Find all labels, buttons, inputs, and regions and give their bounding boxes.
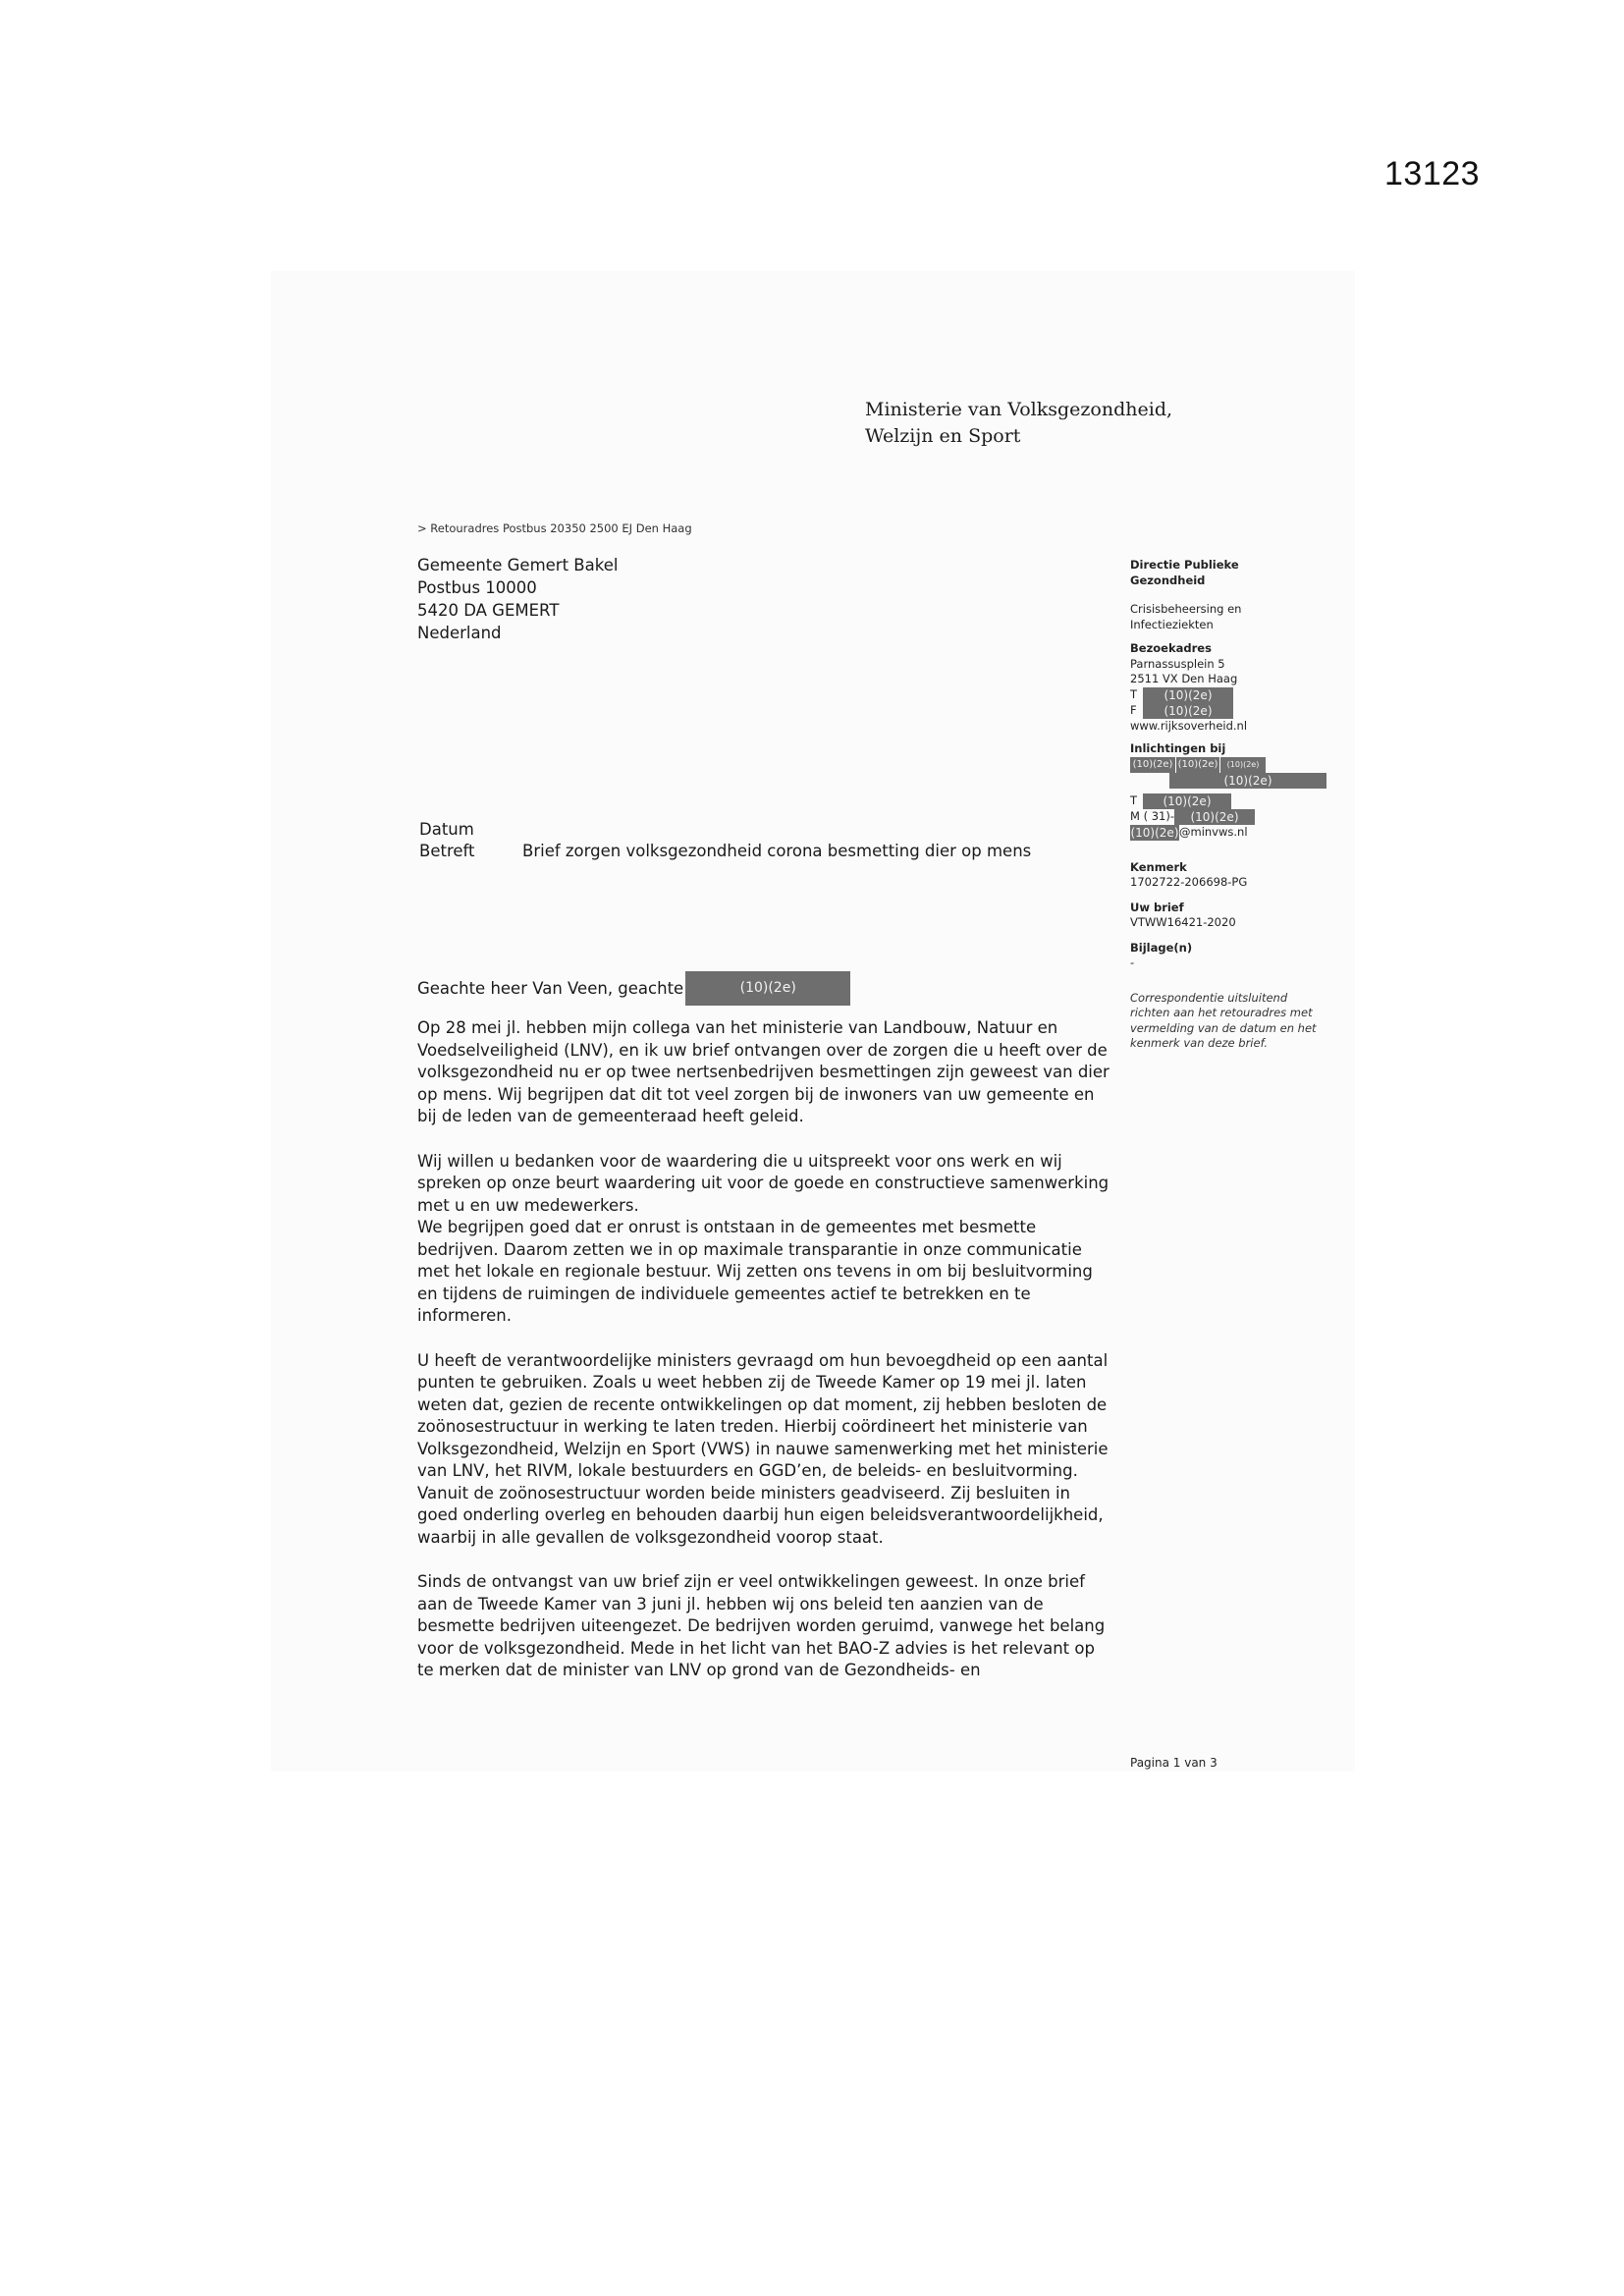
inlichtingen-telephone-label: T bbox=[1130, 793, 1138, 807]
name-redaction-1: (10)(2e) bbox=[1130, 757, 1175, 773]
uwbrief-label: Uw brief bbox=[1130, 900, 1184, 914]
paragraph-2: Wij willen u bedanken voor de waardering die u uitspreekt voor ons werk en wij spreken op onze beurt waardering uit voor de goede en constructieve samenwerking met u en uw medewerkers. bbox=[417, 1151, 1110, 1215]
ministry-line-1: Ministerie van Volksgezondheid, bbox=[865, 399, 1173, 420]
addressee-line-3: 5420 DA GEMERT bbox=[417, 601, 560, 620]
bijlage-value: - bbox=[1130, 956, 1135, 969]
mobile-row bbox=[1130, 809, 1326, 825]
ministry-line-2: Welzijn en Sport bbox=[865, 425, 1021, 447]
directie-line-1: Directie Publieke bbox=[1130, 558, 1239, 572]
letter-meta bbox=[419, 819, 1033, 862]
mobile-redaction: (10)(2e) bbox=[1174, 809, 1255, 825]
ministry-logo-text bbox=[865, 397, 1172, 450]
return-address: > Retouradres Postbus 20350 2500 EJ Den Haag bbox=[417, 521, 692, 535]
fax-redaction: (10)(2e) bbox=[1143, 703, 1233, 719]
paragraph-5: Sinds de ontvangst van uw brief zijn er veel ontwikkelingen geweest. In onze brief aan de Tweede Kamer van 3 juni jl. hebben wij ons beleid ten aanzien van de besmette bedrijven uiteengezet. De bedrijven worden geruimd, vanwege het belang voor de volksgezondheid. Mede in het licht van het BAO-Z advies is het relevant op te merken dat de minister van LNV op grond van de Gezondheids- en bbox=[417, 1572, 1106, 1679]
salutation-text: Geachte heer Van Veen, geachte bbox=[417, 979, 684, 998]
inlichtingen-telephone-row bbox=[1130, 793, 1326, 809]
afdeling-line-1: Crisisbeheersing en bbox=[1130, 602, 1242, 616]
datum-label: Datum bbox=[419, 820, 474, 839]
redaction-block: (10)(2e) bbox=[685, 971, 850, 1006]
fax-row bbox=[1130, 703, 1326, 719]
letter-body bbox=[417, 1017, 1114, 1705]
telephone-redaction: (10)(2e) bbox=[1143, 687, 1233, 703]
page-footer: Pagina 1 van 3 bbox=[1130, 1756, 1218, 1770]
telephone-row bbox=[1130, 687, 1326, 703]
name-redaction-3: (10)(2e) bbox=[1220, 757, 1266, 773]
betreft-label: Betreft bbox=[419, 842, 475, 860]
addressee-line-1: Gemeente Gemert Bakel bbox=[417, 556, 619, 574]
email-redaction: (10)(2e) bbox=[1130, 825, 1179, 840]
bezoekadres-label: Bezoekadres bbox=[1130, 641, 1212, 655]
addressee-block bbox=[417, 554, 618, 644]
paragraph-4: U heeft de verantwoordelijke ministers gevraagd om hun bevoegdheid op een aantal punten te gebruiken. Zoals u weet hebben zij de Tweede Kamer op 19 mei jl. laten weten dat, gezien de recente ontwikkelingen op dat moment, zij hebben besloten de zoönosestructuur in werking te laten treden. Hierbij coördineert het ministerie van Volksgezondheid, Welzijn en Sport (VWS) in nauwe samenwerking met het ministerie van LNV, het RIVM, lokale bestuurders en GGD’en, de beleids- en besluitvorming. Vanuit de zoönosestructuur worden beide ministers geadviseerd. Zij besluiten in goed onderling overleg en behouden daarbij hun eigen beleidsverantwoordelijkheid, waarbij in alle gevallen de volksgezondheid voorop staat. bbox=[417, 1350, 1109, 1547]
correspondentie-note: Correspondentie uitsluitend richten aan het retouradres met vermelding van de datum en het kenmerk van deze brief. bbox=[1130, 990, 1317, 1050]
telephone-label: T bbox=[1130, 686, 1138, 701]
inlichtingen-names-row bbox=[1130, 757, 1326, 773]
uwbrief-value: VTWW16421-2020 bbox=[1130, 915, 1236, 929]
email-row bbox=[1130, 825, 1326, 841]
directie-line-2: Gezondheid bbox=[1130, 573, 1206, 587]
inlichtingen-label: Inlichtingen bij bbox=[1130, 741, 1226, 755]
email-suffix: @minvws.nl bbox=[1179, 824, 1248, 839]
paragraph-3: We begrijpen goed dat er onrust is ontstaan in de gemeentes met besmette bedrijven. Daarom zetten we in op maximale transparantie in onze communicatie met het lokale en regionale bestuur. Wij zetten ons tevens in om bij besluitvorming en tijdens de ruimingen de individuele gemeentes actief te betrekken en te informeren. bbox=[417, 1218, 1093, 1325]
function-redaction: (10)(2e) bbox=[1169, 773, 1326, 789]
kenmerk-label: Kenmerk bbox=[1130, 859, 1187, 874]
bezoekadres-street: Parnassusplein 5 bbox=[1130, 656, 1225, 671]
betreft-value: Brief zorgen volksgezondheid corona besmetting dier op mens bbox=[522, 842, 1032, 860]
inlichtingen-telephone-redaction: (10)(2e) bbox=[1143, 793, 1231, 809]
addressee-line-4: Nederland bbox=[417, 624, 502, 642]
mobile-prefix: M ( 31)- bbox=[1130, 808, 1174, 823]
afdeling-line-2: Infectieziekten bbox=[1130, 617, 1214, 631]
page-number: 13123 bbox=[1384, 155, 1481, 192]
inlichtingen-function-row bbox=[1130, 773, 1326, 789]
bijlage-label: Bijlage(n) bbox=[1130, 940, 1193, 955]
paragraph-1: Op 28 mei jl. hebben mijn collega van het ministerie van Landbouw, Natuur en Voedselveiligheid (LNV), en ik uw brief ontvangen over de zorgen die u heeft over de volksgezondheid nu er op twee nertsenbedrijven besmettingen zijn geweest van dier op mens. Wij begrijpen dat dit tot veel zorgen bij de inwoners van uw gemeente en bij de leden van de gemeenteraad heeft geleid. bbox=[417, 1018, 1110, 1125]
name-redaction-2: (10)(2e) bbox=[1176, 757, 1219, 773]
addressee-line-2: Postbus 10000 bbox=[417, 578, 537, 597]
sidebar-info bbox=[1130, 558, 1326, 1052]
bezoekadres-city: 2511 VX Den Haag bbox=[1130, 672, 1238, 685]
website: www.rijksoverheid.nl bbox=[1130, 718, 1248, 733]
kenmerk-value: 1702722-206698-PG bbox=[1130, 875, 1248, 889]
fax-label: F bbox=[1130, 702, 1137, 717]
salutation bbox=[417, 971, 850, 1006]
datum-value bbox=[522, 819, 1033, 841]
